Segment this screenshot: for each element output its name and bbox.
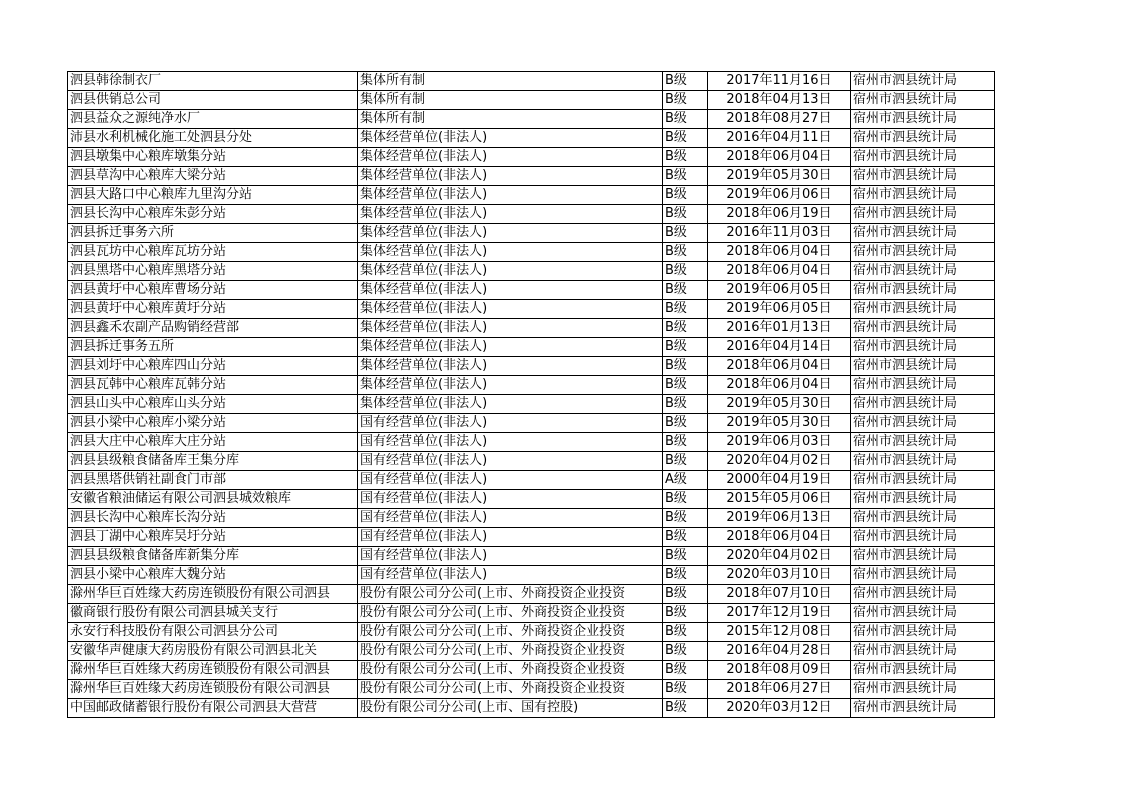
date-cell: 2015年12月08日	[708, 623, 851, 642]
date-cell: 2017年12月19日	[708, 604, 851, 623]
table-row	[68, 338, 995, 357]
authority-cell: 宿州市泗县统计局	[851, 566, 995, 585]
ownership-type-cell: 集体经营单位(非法人)	[358, 395, 663, 414]
table-row	[68, 566, 995, 585]
authority-cell: 宿州市泗县统计局	[851, 699, 995, 718]
table-row	[68, 148, 995, 167]
grade-cell: B级	[663, 661, 708, 680]
ownership-type-cell: 集体经营单位(非法人)	[358, 338, 663, 357]
grade-cell: B级	[663, 205, 708, 224]
authority-cell: 宿州市泗县统计局	[851, 623, 995, 642]
grade-cell: B级	[663, 452, 708, 471]
grade-cell: B级	[663, 224, 708, 243]
authority-cell: 宿州市泗县统计局	[851, 186, 995, 205]
unit-name-cell: 泗县县级粮食储备库新集分库	[68, 547, 358, 566]
unit-name-cell: 安徽省粮油储运有限公司泗县城效粮库	[68, 490, 358, 509]
ownership-type-cell: 集体经营单位(非法人)	[358, 186, 663, 205]
authority-cell: 宿州市泗县统计局	[851, 547, 995, 566]
ownership-type-cell: 股份有限公司分公司(上市、外商投资企业投资	[358, 680, 663, 699]
authority-cell: 宿州市泗县统计局	[851, 471, 995, 490]
table-row	[68, 433, 995, 452]
authority-cell: 宿州市泗县统计局	[851, 585, 995, 604]
ownership-type-cell: 国有经营单位(非法人)	[358, 452, 663, 471]
date-cell: 2019年06月06日	[708, 186, 851, 205]
date-cell: 2016年04月11日	[708, 129, 851, 148]
date-cell: 2017年11月16日	[708, 72, 851, 91]
authority-cell: 宿州市泗县统计局	[851, 281, 995, 300]
ownership-type-cell: 国有经营单位(非法人)	[358, 490, 663, 509]
table-row	[68, 642, 995, 661]
unit-name-cell: 泗县小梁中心粮库大魏分站	[68, 566, 358, 585]
ownership-type-cell: 国有经营单位(非法人)	[358, 509, 663, 528]
authority-cell: 宿州市泗县统计局	[851, 224, 995, 243]
table-row	[68, 623, 995, 642]
date-cell: 2019年06月13日	[708, 509, 851, 528]
grade-cell: B级	[663, 642, 708, 661]
unit-name-cell: 泗县小梁中心粮库小梁分站	[68, 414, 358, 433]
grade-cell: B级	[663, 699, 708, 718]
date-cell: 2020年04月02日	[708, 452, 851, 471]
date-cell: 2019年06月05日	[708, 281, 851, 300]
date-cell: 2018年06月04日	[708, 148, 851, 167]
table-row	[68, 452, 995, 471]
authority-cell: 宿州市泗县统计局	[851, 661, 995, 680]
unit-name-cell: 泗县黄圩中心粮库黄圩分站	[68, 300, 358, 319]
ownership-type-cell: 集体经营单位(非法人)	[358, 129, 663, 148]
date-cell: 2019年06月05日	[708, 300, 851, 319]
authority-cell: 宿州市泗县统计局	[851, 604, 995, 623]
authority-cell: 宿州市泗县统计局	[851, 395, 995, 414]
ownership-type-cell: 集体经营单位(非法人)	[358, 376, 663, 395]
ownership-type-cell: 股份有限公司分公司(上市、外商投资企业投资	[358, 623, 663, 642]
table-row	[68, 604, 995, 623]
grade-cell: B级	[663, 566, 708, 585]
grade-cell: B级	[663, 395, 708, 414]
table-row	[68, 72, 995, 91]
grade-cell: B级	[663, 490, 708, 509]
ownership-type-cell: 集体所有制	[358, 110, 663, 129]
unit-name-cell: 徽商银行股份有限公司泗县城关支行	[68, 604, 358, 623]
date-cell: 2018年04月13日	[708, 91, 851, 110]
table-row	[68, 490, 995, 509]
unit-name-cell: 中国邮政储蓄银行股份有限公司泗县大营营	[68, 699, 358, 718]
grade-cell: B级	[663, 72, 708, 91]
date-cell: 2018年06月04日	[708, 262, 851, 281]
authority-cell: 宿州市泗县统计局	[851, 91, 995, 110]
date-cell: 2018年06月27日	[708, 680, 851, 699]
unit-name-cell: 泗县供销总公司	[68, 91, 358, 110]
grade-cell: B级	[663, 357, 708, 376]
unit-name-cell: 泗县刘圩中心粮库四山分站	[68, 357, 358, 376]
ownership-type-cell: 国有经营单位(非法人)	[358, 433, 663, 452]
authority-cell: 宿州市泗县统计局	[851, 319, 995, 338]
ownership-type-cell: 集体经营单位(非法人)	[358, 262, 663, 281]
ownership-type-cell: 集体经营单位(非法人)	[358, 243, 663, 262]
ownership-type-cell: 股份有限公司分公司(上市、外商投资企业投资	[358, 642, 663, 661]
date-cell: 2018年06月04日	[708, 528, 851, 547]
table-row	[68, 205, 995, 224]
unit-name-cell: 泗县瓦韩中心粮库瓦韩分站	[68, 376, 358, 395]
table-row	[68, 547, 995, 566]
unit-name-cell: 泗县长沟中心粮库朱彭分站	[68, 205, 358, 224]
ownership-type-cell: 集体经营单位(非法人)	[358, 357, 663, 376]
authority-cell: 宿州市泗县统计局	[851, 433, 995, 452]
table-row	[68, 471, 995, 490]
authority-cell: 宿州市泗县统计局	[851, 72, 995, 91]
grade-cell: B级	[663, 604, 708, 623]
unit-name-cell: 泗县长沟中心粮库长沟分站	[68, 509, 358, 528]
table-row	[68, 91, 995, 110]
date-cell: 2020年04月02日	[708, 547, 851, 566]
grade-cell: B级	[663, 509, 708, 528]
unit-name-cell: 泗县拆迁事务六所	[68, 224, 358, 243]
ownership-type-cell: 国有经营单位(非法人)	[358, 414, 663, 433]
ownership-type-cell: 国有经营单位(非法人)	[358, 566, 663, 585]
ownership-type-cell: 股份有限公司分公司(上市、外商投资企业投资	[358, 604, 663, 623]
table-row	[68, 680, 995, 699]
table-row	[68, 509, 995, 528]
unit-name-cell: 沛县水利机械化施工处泗县分处	[68, 129, 358, 148]
unit-name-cell: 安徽华声健康大药房股份有限公司泗县北关	[68, 642, 358, 661]
authority-cell: 宿州市泗县统计局	[851, 357, 995, 376]
date-cell: 2020年03月12日	[708, 699, 851, 718]
date-cell: 2000年04月19日	[708, 471, 851, 490]
unit-name-cell: 泗县丁湖中心粮库吴圩分站	[68, 528, 358, 547]
authority-cell: 宿州市泗县统计局	[851, 414, 995, 433]
authority-cell: 宿州市泗县统计局	[851, 129, 995, 148]
date-cell: 2018年06月04日	[708, 376, 851, 395]
unit-name-cell: 泗县益众之源纯净水厂	[68, 110, 358, 129]
ownership-type-cell: 集体经营单位(非法人)	[358, 148, 663, 167]
date-cell: 2018年06月04日	[708, 243, 851, 262]
grade-cell: B级	[663, 243, 708, 262]
unit-name-cell: 泗县拆迁事务五所	[68, 338, 358, 357]
table-row	[68, 129, 995, 148]
table-row	[68, 300, 995, 319]
authority-cell: 宿州市泗县统计局	[851, 642, 995, 661]
ownership-type-cell: 国有经营单位(非法人)	[358, 547, 663, 566]
table-row	[68, 167, 995, 186]
date-cell: 2016年11月03日	[708, 224, 851, 243]
date-cell: 2019年05月30日	[708, 414, 851, 433]
grade-cell: A级	[663, 471, 708, 490]
unit-name-cell: 泗县瓦坊中心粮库瓦坊分站	[68, 243, 358, 262]
grade-cell: B级	[663, 528, 708, 547]
grade-cell: B级	[663, 433, 708, 452]
authority-cell: 宿州市泗县统计局	[851, 338, 995, 357]
authority-cell: 宿州市泗县统计局	[851, 490, 995, 509]
table-row	[68, 243, 995, 262]
unit-name-cell: 永安行科技股份有限公司泗县分公司	[68, 623, 358, 642]
table-row	[68, 262, 995, 281]
table-row	[68, 585, 995, 604]
grade-cell: B级	[663, 186, 708, 205]
grade-cell: B级	[663, 167, 708, 186]
grade-cell: B级	[663, 281, 708, 300]
ownership-type-cell: 集体所有制	[358, 72, 663, 91]
table-row	[68, 528, 995, 547]
grade-cell: B级	[663, 623, 708, 642]
unit-name-cell: 泗县大路口中心粮库九里沟分站	[68, 186, 358, 205]
unit-name-cell: 泗县黑塔中心粮库黑塔分站	[68, 262, 358, 281]
grade-cell: B级	[663, 91, 708, 110]
date-cell: 2016年04月28日	[708, 642, 851, 661]
date-cell: 2019年06月03日	[708, 433, 851, 452]
unit-name-cell: 泗县鑫禾农副产品购销经营部	[68, 319, 358, 338]
authority-cell: 宿州市泗县统计局	[851, 376, 995, 395]
table-row	[68, 281, 995, 300]
grade-cell: B级	[663, 319, 708, 338]
ownership-type-cell: 股份有限公司分公司(上市、外商投资企业投资	[358, 661, 663, 680]
unit-name-cell: 泗县草沟中心粮库大梁分站	[68, 167, 358, 186]
authority-cell: 宿州市泗县统计局	[851, 509, 995, 528]
authority-cell: 宿州市泗县统计局	[851, 528, 995, 547]
ownership-type-cell: 股份有限公司分公司(上市、国有控股)	[358, 699, 663, 718]
date-cell: 2020年03月10日	[708, 566, 851, 585]
ownership-type-cell: 集体经营单位(非法人)	[358, 205, 663, 224]
grade-cell: B级	[663, 148, 708, 167]
table-row	[68, 395, 995, 414]
table-row	[68, 699, 995, 718]
date-cell: 2018年07月10日	[708, 585, 851, 604]
authority-cell: 宿州市泗县统计局	[851, 300, 995, 319]
table-row	[68, 186, 995, 205]
ownership-type-cell: 集体所有制	[358, 91, 663, 110]
date-cell: 2018年06月04日	[708, 357, 851, 376]
ownership-type-cell: 集体经营单位(非法人)	[358, 300, 663, 319]
unit-name-cell: 泗县县级粮食储备库王集分库	[68, 452, 358, 471]
unit-name-cell: 泗县山头中心粮库山头分站	[68, 395, 358, 414]
table-body	[68, 72, 995, 718]
date-cell: 2018年06月19日	[708, 205, 851, 224]
grade-cell: B级	[663, 547, 708, 566]
date-cell: 2019年05月30日	[708, 167, 851, 186]
unit-name-cell: 滁州华巨百姓缘大药房连锁股份有限公司泗县	[68, 585, 358, 604]
authority-cell: 宿州市泗县统计局	[851, 452, 995, 471]
unit-name-cell: 泗县墩集中心粮库墩集分站	[68, 148, 358, 167]
date-cell: 2018年08月27日	[708, 110, 851, 129]
ownership-type-cell: 国有经营单位(非法人)	[358, 471, 663, 490]
date-cell: 2018年08月09日	[708, 661, 851, 680]
data-table	[67, 71, 995, 718]
unit-name-cell: 泗县韩徐制衣厂	[68, 72, 358, 91]
authority-cell: 宿州市泗县统计局	[851, 110, 995, 129]
table-row	[68, 376, 995, 395]
unit-name-cell: 泗县黄圩中心粮库曹场分站	[68, 281, 358, 300]
grade-cell: B级	[663, 376, 708, 395]
grade-cell: B级	[663, 338, 708, 357]
table-row	[68, 357, 995, 376]
ownership-type-cell: 股份有限公司分公司(上市、外商投资企业投资	[358, 585, 663, 604]
table-row	[68, 661, 995, 680]
table-row	[68, 110, 995, 129]
grade-cell: B级	[663, 585, 708, 604]
authority-cell: 宿州市泗县统计局	[851, 205, 995, 224]
authority-cell: 宿州市泗县统计局	[851, 167, 995, 186]
table-row	[68, 414, 995, 433]
authority-cell: 宿州市泗县统计局	[851, 243, 995, 262]
table-row	[68, 319, 995, 338]
unit-name-cell: 泗县黑塔供销社副食门市部	[68, 471, 358, 490]
date-cell: 2016年01月13日	[708, 319, 851, 338]
date-cell: 2019年05月30日	[708, 395, 851, 414]
date-cell: 2015年05月06日	[708, 490, 851, 509]
grade-cell: B级	[663, 300, 708, 319]
unit-name-cell: 泗县大庄中心粮库大庄分站	[68, 433, 358, 452]
ownership-type-cell: 集体经营单位(非法人)	[358, 224, 663, 243]
unit-name-cell: 滁州华巨百姓缘大药房连锁股份有限公司泗县	[68, 661, 358, 680]
unit-name-cell: 滁州华巨百姓缘大药房连锁股份有限公司泗县	[68, 680, 358, 699]
grade-cell: B级	[663, 110, 708, 129]
date-cell: 2016年04月14日	[708, 338, 851, 357]
authority-cell: 宿州市泗县统计局	[851, 262, 995, 281]
ownership-type-cell: 集体经营单位(非法人)	[358, 167, 663, 186]
ownership-type-cell: 集体经营单位(非法人)	[358, 281, 663, 300]
grade-cell: B级	[663, 414, 708, 433]
grade-cell: B级	[663, 680, 708, 699]
grade-cell: B级	[663, 262, 708, 281]
ownership-type-cell: 国有经营单位(非法人)	[358, 528, 663, 547]
ownership-type-cell: 集体经营单位(非法人)	[358, 319, 663, 338]
table-row	[68, 224, 995, 243]
authority-cell: 宿州市泗县统计局	[851, 680, 995, 699]
grade-cell: B级	[663, 129, 708, 148]
authority-cell: 宿州市泗县统计局	[851, 148, 995, 167]
